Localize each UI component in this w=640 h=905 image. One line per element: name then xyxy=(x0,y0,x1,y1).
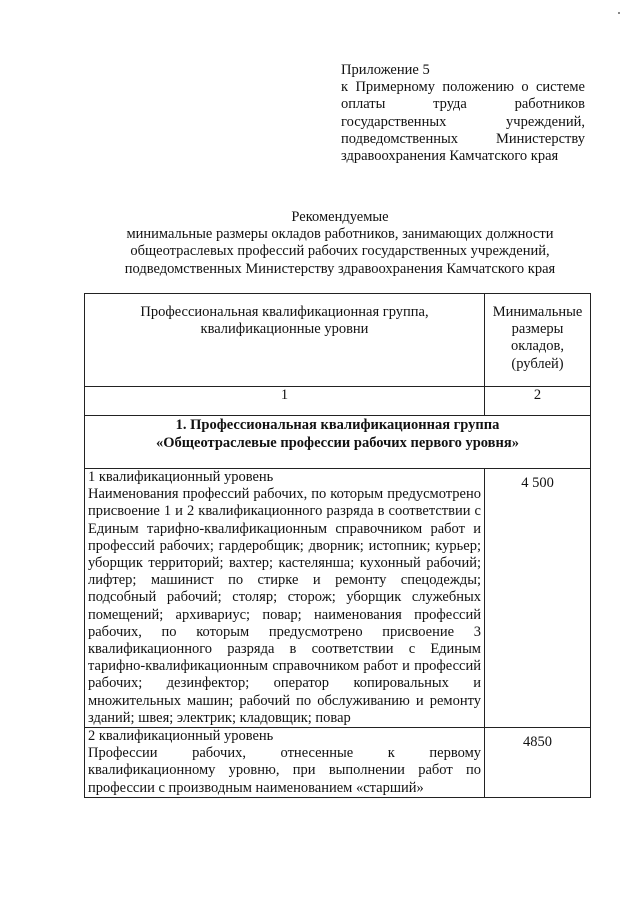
level-description: Профессии рабочих, отнесенные к первому квалификационному уровню, при выполнении работ по профессии с производным наименованием «старший» xyxy=(88,745,481,796)
salary-value: 4850 xyxy=(485,728,591,798)
table-header-row xyxy=(85,294,591,387)
appendix-number: Приложение 5 xyxy=(341,62,430,78)
document-title xyxy=(84,209,596,278)
scan-mark xyxy=(618,12,620,14)
appendix-line-5: здравоохранения Камчатского края xyxy=(341,148,559,165)
group-heading-line-2: «Общеотраслевые профессии рабочих первого уровня» xyxy=(156,435,519,451)
level-title: 1 квалификационный уровень xyxy=(88,469,274,485)
level-description: Наименования профессий рабочих, по которым предусмотрено присвоение 1 и 2 квалификационного разряда в соответствии с Единым тарифно-квалификационным справочником работ и профессий рабочих; гардеробщик; дворник; истопник; курьер; уборщик территорий; вахтер; кастелянша; кухонный рабочий; лифтер; машинист по стирке и ремонту спецодежды; подсобный рабочий; столяр; сторож; уборщик служебных помещений; архивариус; повар; наименования профессий рабочих, по которым предусмотрено присвоение 3 квалификационного разряда в соответствии с Единым тарифно-квалификационным справочником работ и профессий рабочих; дезинфектор; оператор копировальных и множительных машин; рабочий по обслуживанию и ремонту зданий; швея; электрик; кладовщик; повар xyxy=(88,486,481,726)
header-group-column: Профессиональная квалификационная группа, квалификационные уровни xyxy=(85,294,485,387)
salary-value: 4 500 xyxy=(485,469,591,728)
column-number-2: 2 xyxy=(485,387,591,416)
group-heading-line-1: 1. Профессиональная квалификационная группа xyxy=(175,417,500,433)
table-row xyxy=(85,469,591,728)
appendix-line-1: к Примерному положению о системе xyxy=(341,79,585,96)
title-line-3: общеотраслевых профессий рабочих государственных учреждений, xyxy=(130,243,550,260)
title-line-1: Рекомендуемые xyxy=(291,209,389,225)
level-cell xyxy=(85,728,485,798)
appendix-header xyxy=(341,62,585,165)
table-row xyxy=(85,728,591,798)
column-number-1: 1 xyxy=(85,387,485,416)
appendix-line-4: подведомственных Министерству xyxy=(341,130,585,147)
group-heading-row xyxy=(85,416,591,469)
group-heading xyxy=(85,416,591,469)
level-title: 2 квалификационный уровень xyxy=(88,728,274,745)
level-cell xyxy=(85,469,485,728)
table-number-row xyxy=(85,387,591,416)
title-line-4: подведомственных Министерству здравоохранения Камчатского края xyxy=(124,260,556,277)
header-salary-column: Минимальные размеры окладов, (рублей) xyxy=(485,294,591,387)
salary-table xyxy=(84,293,591,798)
title-line-2: минимальные размеры окладов работников, занимающих должности xyxy=(126,226,554,243)
appendix-line-2: оплаты труда работников xyxy=(341,96,585,113)
appendix-line-3: государственных учреждений, xyxy=(341,113,585,130)
